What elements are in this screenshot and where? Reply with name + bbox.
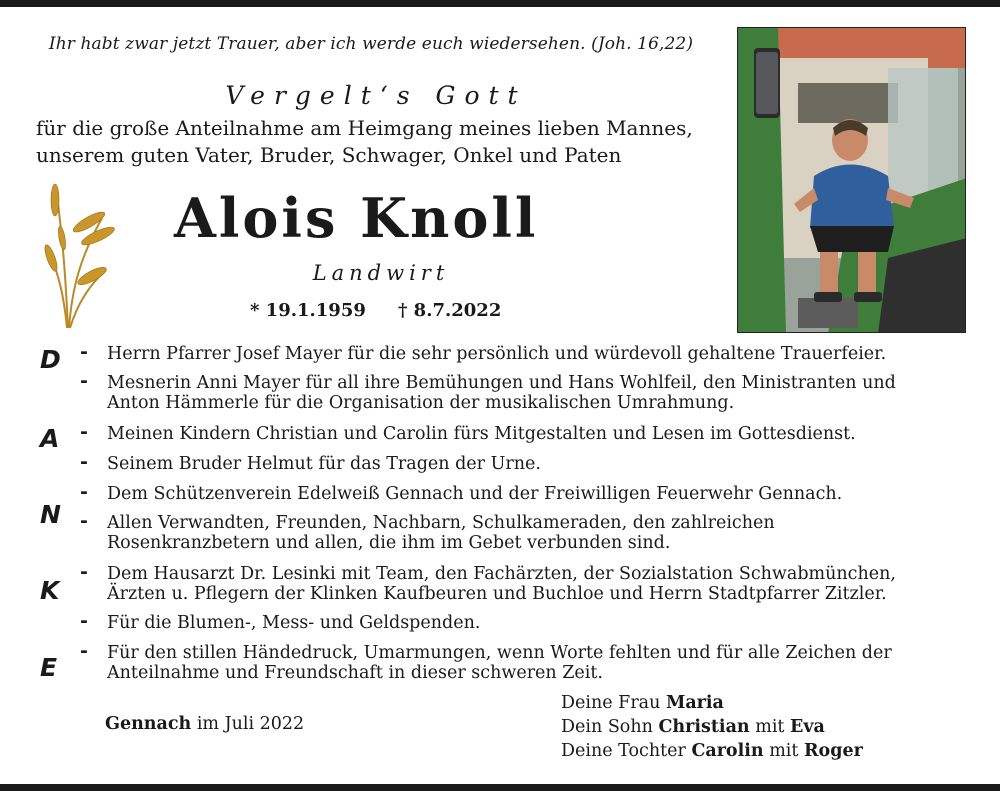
- bullet-dash: -: [80, 481, 88, 503]
- thanks-line-2: Ärzten u. Pflegern der Klinken Kaufbeuren und Buchloe und Herrn Stadtpfarrer Zitzler.: [107, 584, 887, 604]
- bullet-dash: -: [80, 510, 88, 532]
- danke-letter-d: D: [40, 345, 61, 374]
- danke-letter-e: E: [40, 653, 58, 682]
- signature-line: [561, 717, 825, 737]
- tractor-photo-illustration: [738, 28, 966, 333]
- thanks-heading: Vergelt‘s Gott: [225, 81, 527, 110]
- bullet-dash: -: [80, 451, 88, 473]
- signature-prefix: Dein Sohn: [561, 717, 653, 737]
- danke-letter-a: A: [40, 424, 60, 453]
- deceased-name: Alois Knoll: [174, 186, 539, 250]
- bullet-dash: -: [80, 370, 88, 392]
- thanks-line-1: Dem Schützenverein Edelweiß Gennach und der Freiwilligen Feuerwehr Gennach.: [107, 484, 843, 504]
- thanks-line-1: Seinem Bruder Helmut für das Tragen der Urne.: [107, 454, 541, 474]
- occupation: Landwirt: [312, 261, 450, 285]
- danke-letter-k: K: [40, 576, 60, 605]
- place-town: Gennach: [105, 714, 192, 734]
- signature-name: Christian: [658, 717, 750, 737]
- death-date: † 8.7.2022: [398, 300, 502, 321]
- bullet-dash: -: [80, 341, 88, 363]
- signature-name: Maria: [665, 693, 724, 713]
- signature-prefix: Deine Frau: [561, 693, 661, 713]
- signature-line: [561, 693, 724, 713]
- signature-line: [561, 741, 863, 761]
- thanks-line-1: Für den stillen Händedruck, Umarmungen, wenn Worte fehlten und für alle Zeichen der: [107, 643, 892, 663]
- wheat-icon: [42, 178, 124, 330]
- signature-name: Carolin: [691, 741, 764, 761]
- signature-joiner: mit: [769, 741, 799, 761]
- thanks-line-2: Anton Hämmerle für die Organisation der musikalischen Umrahmung.: [107, 393, 735, 413]
- thanks-line-1: Dem Hausarzt Dr. Lesinki mit Team, den Fachärzten, der Sozialstation Schwabmünchen,: [107, 564, 896, 584]
- thanks-line-1: Meinen Kindern Christian und Carolin fürs Mitgestalten und Lesen im Gottesdienst.: [107, 424, 856, 444]
- bullet-dash: -: [80, 561, 88, 583]
- birth-date: * 19.1.1959: [250, 300, 366, 321]
- portrait-photo: [737, 27, 966, 333]
- signature-prefix: Deine Tochter: [561, 741, 686, 761]
- intro-line-1: für die große Anteilnahme am Heimgang meines lieben Mannes,: [36, 116, 693, 140]
- thanks-line-1: Mesnerin Anni Mayer für all ihre Bemühungen und Hans Wohlfeil, den Ministranten und: [107, 373, 896, 393]
- thanks-line-1: Für die Blumen-, Mess- und Geldspenden.: [107, 613, 481, 633]
- bullet-dash: -: [80, 421, 88, 443]
- place-date: [105, 714, 304, 734]
- thanks-line-1: Allen Verwandten, Freunden, Nachbarn, Schulkameraden, den zahlreichen: [107, 513, 775, 533]
- thanks-line-1: Herrn Pfarrer Josef Mayer für die sehr persönlich und würdevoll gehaltene Trauerfeier.: [107, 344, 887, 364]
- place-month: im Juli 2022: [196, 714, 305, 734]
- thanks-line-2: Rosenkranzbetern und allen, die ihm im Gebet verbunden sind.: [107, 533, 671, 553]
- bullet-dash: -: [80, 640, 88, 662]
- intro-text: [36, 115, 736, 169]
- signature-joiner: mit: [755, 717, 785, 737]
- intro-line-2: unserem guten Vater, Bruder, Schwager, Onkel und Paten: [36, 143, 622, 167]
- bible-quote: Ihr habt zwar jetzt Trauer, aber ich werde euch wiedersehen. (Joh. 16,22): [48, 34, 694, 54]
- danke-letter-n: N: [40, 500, 61, 529]
- signature-partner: Roger: [804, 741, 863, 761]
- signature-partner: Eva: [790, 717, 825, 737]
- thanks-line-2: Anteilnahme und Freundschaft in dieser schweren Zeit.: [107, 663, 603, 683]
- bullet-dash: -: [80, 610, 88, 632]
